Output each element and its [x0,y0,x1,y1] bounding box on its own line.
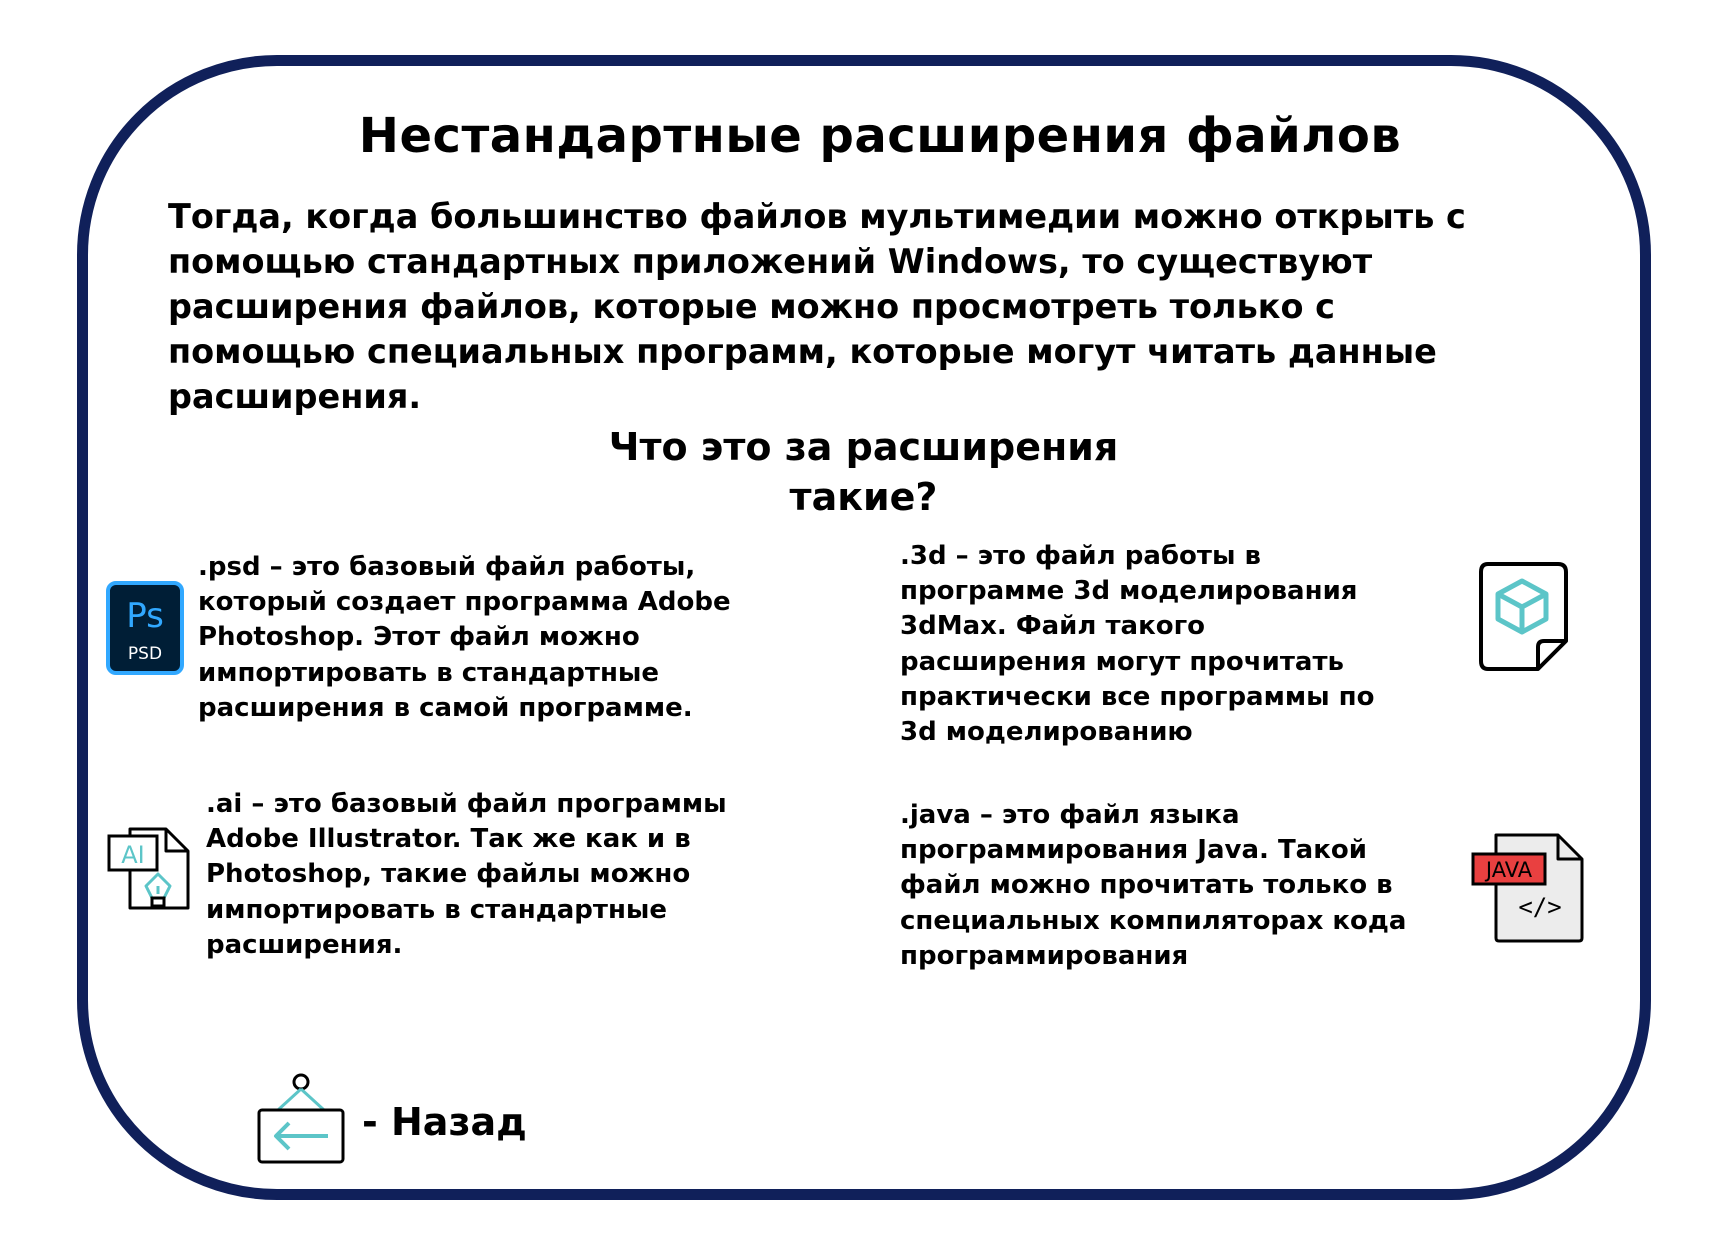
back-sign-icon [256,1072,346,1164]
code-tag-icon: </> [1518,893,1562,921]
page-title: Нестандартные расширения файлов [358,108,1402,164]
3d-description: .3d – это файл работы в программе 3d моделирования 3dMax. Файл такого расширения могут прочитать практически все программы по 3d моделированию [900,541,1375,748]
ps-icon-label: Ps [126,596,164,636]
intro-paragraph: Тогда, когда большинство файлов мультимедии можно открыть с помощью стандартных приложений Windows, то существуют расширения файлов, которые можно просмотреть только с помощью специальных программ, которые могут читать данные расширения. [168,197,1466,416]
java-file-icon [1470,832,1585,944]
illustrator-file-icon [106,826,191,912]
back-label[interactable]: - Назад [362,1100,527,1144]
psd-description: .psd – это базовый файл работы, который создает программа Adobe Photoshop. Этот файл можно импортировать в стандартные расширения в самой программе. [198,552,731,723]
ai-icon-label: AI [121,841,145,869]
psd-icon-label: PSD [127,644,163,664]
back-button[interactable] [256,1072,346,1164]
ai-description: .ai – это базовый файл программы Adobe Illustrator. Так же как и в Photoshop, такие файлы можно импортировать в стандартные расширения. [206,789,727,960]
photoshop-psd-icon [105,580,185,676]
java-icon-label: JAVA [1485,858,1533,882]
3d-cube-file-icon [1478,561,1570,673]
section-subtitle: Что это за расширения такие? [608,425,1119,519]
java-description: .java – это файл языка программирования Java. Такой файл можно прочитать только в специальных компиляторах кода программирования [900,800,1407,971]
